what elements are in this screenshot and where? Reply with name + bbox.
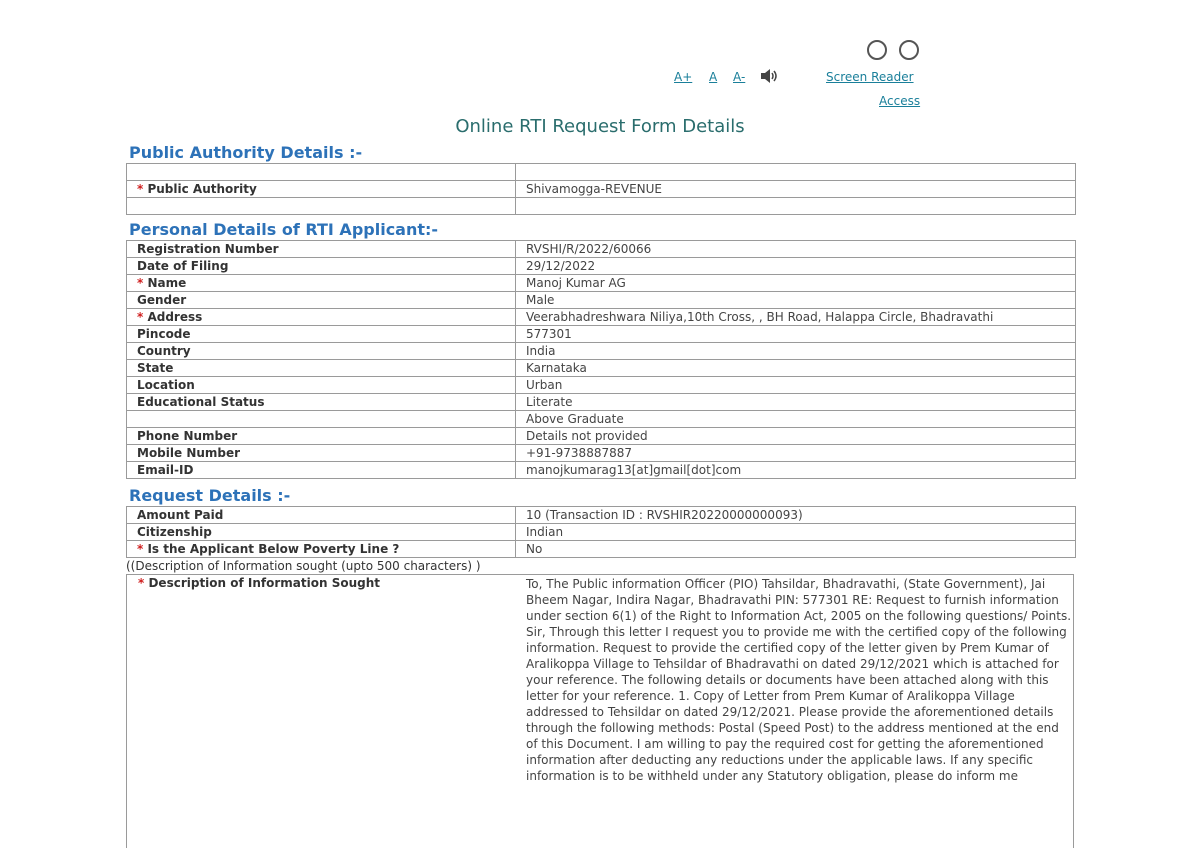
field-value: 10 (Transaction ID : RVSHIR20220000000093) xyxy=(516,507,1076,524)
spacer-row xyxy=(127,164,1076,181)
field-label: * Public Authority xyxy=(127,181,516,198)
field-label: Gender xyxy=(127,292,516,309)
table-row xyxy=(127,241,1076,258)
table-row xyxy=(127,181,1076,198)
table-row xyxy=(127,377,1076,394)
personal-details-heading: Personal Details of RTI Applicant:- xyxy=(129,220,439,239)
public-authority-table xyxy=(126,163,1076,215)
field-value: RVSHI/R/2022/60066 xyxy=(516,241,1076,258)
table-row xyxy=(127,326,1076,343)
request-details-table xyxy=(126,506,1076,558)
field-value: manojkumarag13[at]gmail[dot]com xyxy=(516,462,1076,479)
public-authority-heading: Public Authority Details :- xyxy=(129,143,363,162)
field-label: * Name xyxy=(127,275,516,292)
field-value: Shivamogga-REVENUE xyxy=(516,181,1076,198)
font-decrease-link[interactable]: A- xyxy=(733,70,746,84)
field-label: Country xyxy=(127,343,516,360)
field-value: India xyxy=(516,343,1076,360)
table-row xyxy=(127,541,1076,558)
field-label: Location xyxy=(127,377,516,394)
table-row xyxy=(127,411,1076,428)
field-label: Phone Number xyxy=(127,428,516,445)
font-normal-link[interactable]: A xyxy=(709,70,718,84)
required-mark: * xyxy=(138,576,145,590)
field-value: Above Graduate xyxy=(516,411,1076,428)
request-details-heading: Request Details :- xyxy=(129,486,291,505)
description-label: * Description of Information Sought xyxy=(138,576,381,590)
field-value: Manoj Kumar AG xyxy=(516,275,1076,292)
screen-reader-link[interactable]: Screen Reader xyxy=(826,70,914,84)
field-label: Mobile Number xyxy=(127,445,516,462)
required-mark: * xyxy=(137,182,144,196)
required-mark: * xyxy=(137,276,144,290)
contrast-circle-icon[interactable] xyxy=(867,40,887,60)
field-label: Date of Filing xyxy=(127,258,516,275)
field-value: Male xyxy=(516,292,1076,309)
field-value: No xyxy=(516,541,1076,558)
field-label: * Is the Applicant Below Poverty Line ? xyxy=(127,541,516,558)
table-row xyxy=(127,360,1076,377)
screen-reader-access-link[interactable]: Access xyxy=(879,94,921,108)
accessibility-toolbar xyxy=(0,0,1200,115)
required-mark: * xyxy=(137,542,144,556)
page-title: Online RTI Request Form Details xyxy=(455,116,745,137)
field-label: Educational Status xyxy=(127,394,516,411)
field-label xyxy=(127,411,516,428)
field-label: * Address xyxy=(127,309,516,326)
description-note: ((Description of Information sought (upto 500 characters) ) xyxy=(126,559,481,573)
table-row xyxy=(127,445,1076,462)
table-row xyxy=(127,524,1076,541)
field-label: Citizenship xyxy=(127,524,516,541)
spacer-row xyxy=(127,198,1076,215)
field-value: Karnataka xyxy=(516,360,1076,377)
field-label: Amount Paid xyxy=(127,507,516,524)
field-label: Registration Number xyxy=(127,241,516,258)
font-increase-link[interactable]: A+ xyxy=(674,70,693,84)
field-value: Indian xyxy=(516,524,1076,541)
field-value: Details not provided xyxy=(516,428,1076,445)
table-row xyxy=(127,258,1076,275)
table-row xyxy=(127,428,1076,445)
field-label: State xyxy=(127,360,516,377)
field-value: 577301 xyxy=(516,326,1076,343)
field-label: Email-ID xyxy=(127,462,516,479)
table-row xyxy=(127,462,1076,479)
field-value: 29/12/2022 xyxy=(516,258,1076,275)
table-row xyxy=(127,275,1076,292)
field-value: Literate xyxy=(516,394,1076,411)
required-mark: * xyxy=(137,310,144,324)
field-value: +91-9738887887 xyxy=(516,445,1076,462)
table-row xyxy=(127,292,1076,309)
contrast-circle-icon[interactable] xyxy=(899,40,919,60)
table-row xyxy=(127,309,1076,326)
personal-details-table xyxy=(126,240,1076,479)
table-row xyxy=(127,343,1076,360)
description-value: To, The Public information Officer (PIO) Tahsildar, Bhadravathi, (State Government), Jai Bheem Nagar, Indira Nagar, Bhadravathi PIN: 577301 RE: Request to furnish information under section 6(1) of the Right to Information Act, 2005 on the following questions/ Points. Sir, Through this letter I request you to provide me with the certified copy of the following information. Request to provide the certified copy of the letter given by Prem Kumar of Aralikoppa Village to Tehsildar of Bhadravathi on dated 29/12/2021 which is attached for your reference. The following details or documents have been attached along with this letter for your reference. 1. Copy of Letter from Prem Kumar of Aralikoppa Village addressed to Tehsildar on dated 29/12/2021. Please provide the aforementioned details through the following methods: Postal (Speed Post) to the address mentioned at the end of this Document. I am willing to pay the required cost for getting the aforementioned information after deducting any reductions under the applicable laws. If any specific information is to be withheld under any Statutory obligation, please do inform me xyxy=(526,577,1072,783)
table-row xyxy=(127,394,1076,411)
field-value: Urban xyxy=(516,377,1076,394)
field-value: Veerabhadreshwara Niliya,10th Cross, , BH Road, Halappa Circle, Bhadravathi xyxy=(516,309,1076,326)
field-label: Pincode xyxy=(127,326,516,343)
speaker-icon[interactable] xyxy=(760,68,780,88)
table-row xyxy=(127,507,1076,524)
